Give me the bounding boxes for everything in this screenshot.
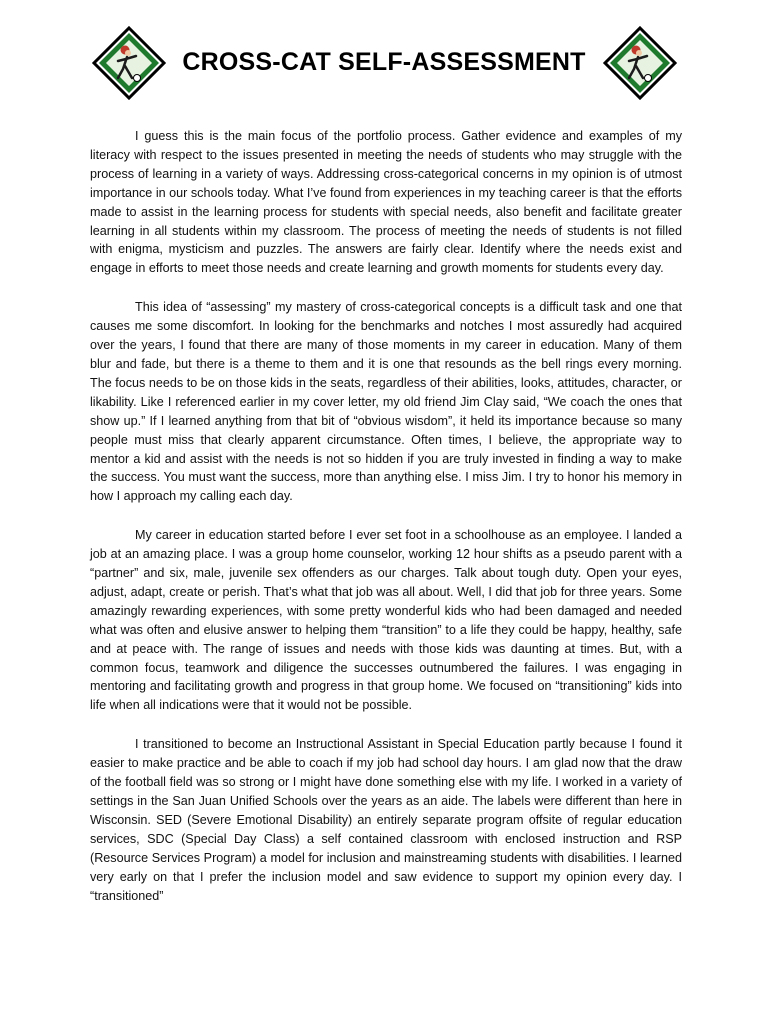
soccer-player-emblem-icon <box>92 26 166 100</box>
page-title: CROSS-CAT SELF-ASSESSMENT <box>182 48 586 76</box>
paragraph: My career in education started before I ever set foot in a schoolhouse as an employee. I landed a job at an amazing place. I was a group home counselor, working 12 hour shifts as a pseudo parent with a “partner” and six, male, juvenile sex offenders as our charges. Talk about tough duty. Open your eyes, adjust, adapt, create or perish. That’s what that job was all about. Well, I did that job for three years. Some amazingly rewarding experiences, with some pretty wonderful kids who had been damaged and needed what was often and elusive answer to helping them “transition” to a life they could be happy, healthy, safe and at peace with. The range of issues and needs with those kids was daunting at times. But, with a common focus, teamwork and diligence the successes outnumbered the failures. I was engaging in mentoring and facilitating growth and progress in that group home. We focused on “transitioning” kids into life when all indications were that it would not be possible. <box>90 528 682 713</box>
soccer-player-emblem-icon <box>603 26 677 100</box>
paragraph: I transitioned to become an Instructional Assistant in Special Education partly because I found it easier to make practice and be able to coach if my job had school day hours. I am glad now that the draw of the football field was so strong or I might have done something else with my life. I worked in a variety of settings in the San Juan Unified Schools over the years as an aide. The labels were different than here in Wisconsin. SED (Severe Emotional Disability) an entirely separate program offsite of regular education services, SDC (Special Day Class) a self contained classroom with enclosed instruction and RSP (Resource Services Program) a model for inclusion and mainstreaming students with disabilities. I learned very early on that I prefer the inclusion model and saw evidence to support my opinion every day. I “transitioned” <box>90 737 682 903</box>
paragraph: I guess this is the main focus of the portfolio process. Gather evidence and examples of my literacy with respect to the issues presented in meeting the needs of students who may struggle with the process of learning in a variety of ways. Addressing cross-categorical concerns in my opinion is of utmost importance in our schools today. What I’ve found from experiences in my teaching career is that the efforts made to assist in the learning process for students with special needs, also benefit and facilitate greater learning in all students within my classroom. The process of meeting the needs of students is not filled with enigma, mysticism and puzzles. The answers are fairly clear. Identify where the needs exist and engage in efforts to meet those needs and create learning and growth moments for students every day. <box>90 129 682 276</box>
document-header <box>0 18 768 108</box>
document-body <box>90 127 682 925</box>
paragraph: This idea of “assessing” my mastery of cross-categorical concepts is a difficult task and one that causes me some discomfort. In looking for the benchmarks and notches I most assuredly had acquired over the years, I found that there are many of those moments in my career in education. Many of them blur and fade, but there is a theme to them and it is one that resounds as the bell rings every morning. The focus needs to be on those kids in the seats, regardless of their abilities, looks, attitudes, character, or likability. Like I referenced earlier in my cover letter, my old friend Jim Clay said, “We coach the ones that show up.” If I learned anything from that bit of “obvious wisdom”, it held its importance because so many people must miss that clearly apparent circumstance. Often times, I believe, the appropriate way to mentor a kid and assist with the needs is not so hidden if you are truly invested in finding a way to make the success. You must want the success, more than anything else. I miss Jim. I try to honor his memory in how I approach my calling each day. <box>90 300 682 504</box>
